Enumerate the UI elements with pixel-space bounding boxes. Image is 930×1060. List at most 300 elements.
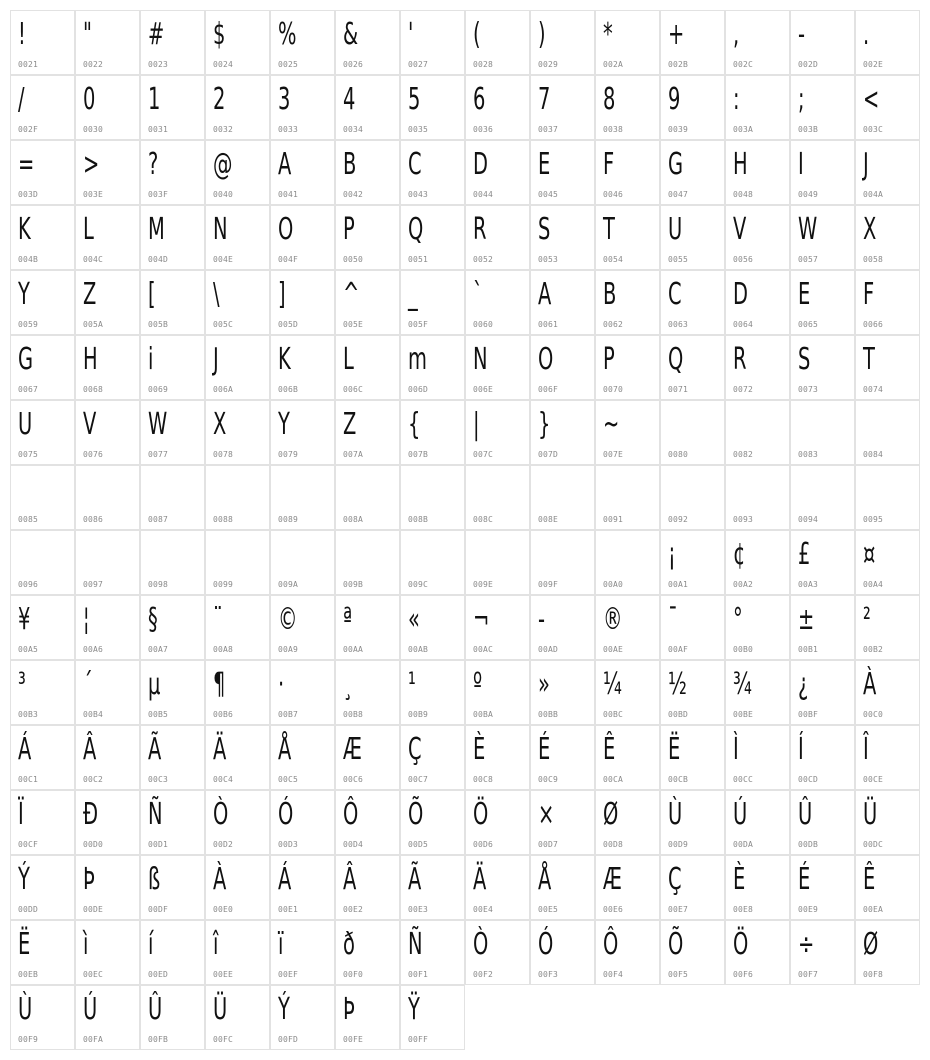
glyph-cell[interactable] [400, 660, 465, 725]
glyph-cell[interactable] [400, 920, 465, 985]
glyph-codepoint: 0038 [603, 125, 624, 134]
glyph-codepoint: 0043 [408, 190, 429, 199]
glyph-cell[interactable] [270, 400, 335, 465]
glyph-cell[interactable] [400, 465, 465, 530]
glyph-cell[interactable] [400, 335, 465, 400]
glyph-cell[interactable] [140, 335, 205, 400]
glyph-cell[interactable] [205, 270, 270, 335]
glyph-cell[interactable] [75, 530, 140, 595]
glyph-codepoint: 0092 [668, 515, 689, 524]
glyph-codepoint: 00F4 [603, 970, 624, 979]
glyph-cell[interactable] [595, 140, 660, 205]
glyph-cell[interactable] [855, 335, 920, 400]
glyph-cell[interactable] [10, 530, 75, 595]
glyph-cell[interactable] [465, 75, 530, 140]
glyph-cell[interactable] [140, 660, 205, 725]
glyph-cell[interactable] [140, 790, 205, 855]
glyph-cell[interactable] [10, 595, 75, 660]
glyph-cell[interactable] [790, 400, 855, 465]
glyph-cell[interactable] [530, 920, 595, 985]
glyph-preview: É [798, 862, 811, 897]
glyph-cell[interactable] [790, 725, 855, 790]
glyph-codepoint: 00E7 [668, 905, 689, 914]
glyph-cell[interactable] [855, 530, 920, 595]
glyph-cell[interactable] [725, 790, 790, 855]
glyph-codepoint: 0053 [538, 255, 559, 264]
glyph-codepoint: 003D [18, 190, 39, 199]
glyph-cell[interactable] [205, 530, 270, 595]
glyph-preview: ® [603, 602, 623, 637]
glyph-cell[interactable] [205, 10, 270, 75]
glyph-codepoint: 0036 [473, 125, 494, 134]
glyph-codepoint: 00F2 [473, 970, 494, 979]
glyph-preview: Ù [18, 992, 33, 1027]
glyph-cell[interactable] [335, 400, 400, 465]
glyph-cell[interactable] [790, 595, 855, 660]
glyph-cell[interactable] [400, 725, 465, 790]
glyph-preview: ¼ [603, 667, 622, 702]
glyph-cell[interactable] [595, 10, 660, 75]
glyph-cell[interactable] [335, 790, 400, 855]
glyph-cell[interactable] [725, 10, 790, 75]
glyph-cell[interactable] [140, 465, 205, 530]
glyph-cell[interactable] [10, 75, 75, 140]
glyph-cell[interactable] [595, 205, 660, 270]
glyph-cell[interactable] [725, 855, 790, 920]
glyph-codepoint: 0050 [343, 255, 364, 264]
glyph-codepoint: 009A [278, 580, 299, 589]
glyph-cell[interactable] [270, 465, 335, 530]
glyph-preview: Õ [668, 927, 684, 962]
glyph-preview: = [18, 147, 35, 182]
glyph-cell[interactable] [790, 790, 855, 855]
glyph-cell[interactable] [75, 920, 140, 985]
glyph-cell[interactable] [140, 920, 205, 985]
glyph-cell[interactable] [270, 75, 335, 140]
glyph-cell[interactable] [530, 790, 595, 855]
glyph-cell[interactable] [205, 595, 270, 660]
glyph-cell[interactable] [855, 725, 920, 790]
glyph-cell[interactable] [530, 855, 595, 920]
glyph-cell[interactable] [335, 465, 400, 530]
glyph-cell[interactable] [595, 75, 660, 140]
glyph-cell[interactable] [790, 465, 855, 530]
glyph-cell[interactable] [855, 920, 920, 985]
glyph-preview: ¿ [798, 667, 809, 702]
glyph-codepoint: 0076 [83, 450, 104, 459]
glyph-cell[interactable] [855, 270, 920, 335]
glyph-cell[interactable] [335, 530, 400, 595]
glyph-cell[interactable] [595, 595, 660, 660]
glyph-cell[interactable] [205, 465, 270, 530]
glyph-cell[interactable] [140, 10, 205, 75]
glyph-codepoint: 0082 [733, 450, 754, 459]
glyph-cell[interactable] [595, 270, 660, 335]
glyph-cell[interactable] [725, 465, 790, 530]
glyph-codepoint: 008C [473, 515, 494, 524]
glyph-codepoint: 00FC [213, 1035, 234, 1044]
glyph-cell[interactable] [660, 400, 725, 465]
glyph-cell[interactable] [10, 140, 75, 205]
glyph-cell[interactable] [75, 660, 140, 725]
glyph-cell[interactable] [335, 855, 400, 920]
glyph-cell[interactable] [140, 855, 205, 920]
glyph-cell[interactable] [530, 140, 595, 205]
glyph-cell[interactable] [335, 75, 400, 140]
glyph-codepoint: 00A3 [798, 580, 819, 589]
glyph-cell[interactable] [465, 530, 530, 595]
glyph-cell[interactable] [725, 335, 790, 400]
glyph-cell[interactable] [270, 205, 335, 270]
glyph-cell[interactable] [400, 530, 465, 595]
glyph-cell[interactable] [790, 920, 855, 985]
glyph-cell[interactable] [530, 530, 595, 595]
glyph-cell[interactable] [725, 595, 790, 660]
glyph-cell[interactable] [10, 465, 75, 530]
glyph-cell[interactable] [400, 595, 465, 660]
glyph-cell[interactable] [400, 205, 465, 270]
glyph-codepoint: 0028 [473, 60, 494, 69]
glyph-cell[interactable] [855, 855, 920, 920]
glyph-cell[interactable] [335, 595, 400, 660]
glyph-cell[interactable] [725, 660, 790, 725]
glyph-cell[interactable] [660, 140, 725, 205]
glyph-cell[interactable] [10, 660, 75, 725]
glyph-cell[interactable] [465, 205, 530, 270]
glyph-preview: Á [278, 862, 292, 897]
glyph-preview: Ã [148, 732, 162, 767]
glyph-cell[interactable] [530, 465, 595, 530]
glyph-cell[interactable] [140, 725, 205, 790]
glyph-cell[interactable] [790, 75, 855, 140]
glyph-cell[interactable] [205, 205, 270, 270]
glyph-cell[interactable] [10, 400, 75, 465]
glyph-codepoint: 006A [213, 385, 234, 394]
glyph-cell[interactable] [400, 790, 465, 855]
glyph-cell[interactable] [400, 400, 465, 465]
glyph-cell[interactable] [205, 140, 270, 205]
glyph-cell[interactable] [270, 595, 335, 660]
glyph-cell[interactable] [270, 10, 335, 75]
glyph-cell[interactable] [660, 335, 725, 400]
glyph-cell[interactable] [75, 855, 140, 920]
glyph-cell[interactable] [660, 790, 725, 855]
glyph-cell[interactable] [790, 335, 855, 400]
glyph-cell[interactable] [205, 920, 270, 985]
glyph-cell[interactable] [335, 140, 400, 205]
glyph-cell[interactable] [790, 660, 855, 725]
glyph-preview: Ö [733, 927, 749, 962]
glyph-cell[interactable] [10, 725, 75, 790]
glyph-cell[interactable] [530, 595, 595, 660]
glyph-cell[interactable] [270, 790, 335, 855]
glyph-cell[interactable] [75, 140, 140, 205]
glyph-cell[interactable] [10, 790, 75, 855]
glyph-codepoint: 0097 [83, 580, 104, 589]
glyph-cell[interactable] [75, 75, 140, 140]
glyph-cell[interactable] [595, 855, 660, 920]
glyph-cell[interactable] [335, 10, 400, 75]
glyph-preview: ´ [83, 667, 93, 702]
glyph-cell[interactable] [205, 985, 270, 1050]
glyph-cell[interactable] [660, 920, 725, 985]
glyph-cell[interactable] [75, 725, 140, 790]
glyph-cell[interactable] [335, 205, 400, 270]
glyph-cell[interactable] [660, 75, 725, 140]
glyph-preview: Q [668, 342, 684, 377]
glyph-cell[interactable] [75, 985, 140, 1050]
glyph-cell[interactable] [465, 270, 530, 335]
glyph-codepoint: 0033 [278, 125, 299, 134]
glyph-codepoint: 0070 [603, 385, 624, 394]
glyph-cell[interactable] [140, 595, 205, 660]
glyph-cell[interactable] [595, 660, 660, 725]
glyph-cell[interactable] [140, 985, 205, 1050]
glyph-cell[interactable] [205, 790, 270, 855]
glyph-cell[interactable] [465, 400, 530, 465]
glyph-preview: O [278, 212, 294, 247]
glyph-cell[interactable] [465, 725, 530, 790]
glyph-cell[interactable] [10, 10, 75, 75]
glyph-codepoint: 0095 [863, 515, 884, 524]
glyph-cell[interactable] [725, 400, 790, 465]
glyph-preview: Ñ [408, 927, 423, 962]
glyph-cell[interactable] [75, 595, 140, 660]
glyph-cell[interactable] [530, 400, 595, 465]
glyph-preview: V [733, 212, 747, 247]
glyph-codepoint: 00D7 [538, 840, 559, 849]
glyph-cell[interactable] [10, 205, 75, 270]
glyph-cell[interactable] [660, 855, 725, 920]
glyph-preview: \ [213, 277, 220, 312]
glyph-cell[interactable] [465, 790, 530, 855]
glyph-preview: - [538, 602, 546, 637]
glyph-codepoint: 0069 [148, 385, 169, 394]
glyph-cell[interactable] [10, 270, 75, 335]
glyph-cell[interactable] [205, 855, 270, 920]
glyph-codepoint: 00DB [798, 840, 819, 849]
glyph-cell[interactable] [335, 335, 400, 400]
glyph-cell[interactable] [595, 725, 660, 790]
glyph-cell[interactable] [205, 400, 270, 465]
glyph-cell[interactable] [595, 530, 660, 595]
glyph-cell[interactable] [335, 270, 400, 335]
glyph-cell[interactable] [660, 270, 725, 335]
glyph-cell[interactable] [400, 270, 465, 335]
glyph-cell[interactable] [400, 855, 465, 920]
glyph-cell[interactable] [660, 205, 725, 270]
glyph-cell[interactable] [725, 920, 790, 985]
glyph-cell[interactable] [660, 465, 725, 530]
glyph-codepoint: 0055 [668, 255, 689, 264]
glyph-cell[interactable] [660, 530, 725, 595]
glyph-codepoint: 0071 [668, 385, 689, 394]
glyph-cell[interactable] [530, 270, 595, 335]
glyph-codepoint: 004A [863, 190, 884, 199]
glyph-cell[interactable] [790, 270, 855, 335]
glyph-preview: Þ [83, 862, 95, 897]
glyph-preview: B [603, 277, 617, 312]
glyph-cell[interactable] [400, 10, 465, 75]
glyph-cell[interactable] [205, 725, 270, 790]
glyph-cell[interactable] [465, 465, 530, 530]
glyph-cell[interactable] [335, 920, 400, 985]
glyph-cell[interactable] [75, 335, 140, 400]
glyph-preview: Ô [343, 797, 359, 832]
glyph-cell[interactable] [855, 465, 920, 530]
glyph-cell[interactable] [270, 920, 335, 985]
glyph-preview: ± [798, 602, 815, 637]
glyph-cell[interactable] [595, 920, 660, 985]
glyph-cell[interactable] [140, 75, 205, 140]
glyph-cell[interactable] [140, 530, 205, 595]
glyph-codepoint: 0042 [343, 190, 364, 199]
glyph-cell[interactable] [725, 530, 790, 595]
glyph-cell[interactable] [75, 10, 140, 75]
glyph-cell[interactable] [10, 920, 75, 985]
glyph-cell[interactable] [10, 985, 75, 1050]
glyph-cell[interactable] [725, 205, 790, 270]
glyph-cell[interactable] [270, 140, 335, 205]
glyph-cell[interactable] [270, 270, 335, 335]
glyph-preview: ß [148, 862, 161, 897]
glyph-cell[interactable] [465, 595, 530, 660]
glyph-cell[interactable] [855, 595, 920, 660]
glyph-preview: Q [408, 212, 424, 247]
glyph-cell[interactable] [790, 140, 855, 205]
glyph-codepoint: 0059 [18, 320, 39, 329]
glyph-cell[interactable] [530, 205, 595, 270]
glyph-cell[interactable] [75, 205, 140, 270]
glyph-cell[interactable] [335, 725, 400, 790]
glyph-cell[interactable] [75, 270, 140, 335]
glyph-preview: ¢ [733, 537, 746, 572]
glyph-codepoint: 006D [408, 385, 429, 394]
glyph-codepoint: 00FA [83, 1035, 104, 1044]
glyph-cell[interactable] [790, 530, 855, 595]
glyph-cell[interactable] [465, 855, 530, 920]
glyph-codepoint: 0047 [668, 190, 689, 199]
glyph-codepoint: 00ED [148, 970, 169, 979]
glyph-codepoint: 00C4 [213, 775, 234, 784]
glyph-cell[interactable] [790, 10, 855, 75]
glyph-cell[interactable] [595, 790, 660, 855]
glyph-cell[interactable] [725, 75, 790, 140]
glyph-cell[interactable] [270, 530, 335, 595]
glyph-codepoint: 003E [83, 190, 104, 199]
glyph-cell[interactable] [725, 140, 790, 205]
glyph-preview: ` [473, 277, 483, 312]
glyph-cell[interactable] [855, 205, 920, 270]
glyph-cell[interactable] [595, 465, 660, 530]
glyph-codepoint: 00E4 [473, 905, 494, 914]
glyph-cell[interactable] [595, 400, 660, 465]
glyph-cell[interactable] [140, 400, 205, 465]
glyph-cell[interactable] [855, 660, 920, 725]
glyph-codepoint: 00F6 [733, 970, 754, 979]
glyph-cell[interactable] [10, 335, 75, 400]
glyph-codepoint: 0079 [278, 450, 299, 459]
glyph-cell[interactable] [400, 985, 465, 1050]
glyph-cell[interactable] [75, 400, 140, 465]
glyph-codepoint: 00C7 [408, 775, 429, 784]
glyph-cell[interactable] [205, 335, 270, 400]
glyph-cell[interactable] [335, 985, 400, 1050]
glyph-cell[interactable] [205, 660, 270, 725]
glyph-cell[interactable] [725, 270, 790, 335]
glyph-cell[interactable] [855, 400, 920, 465]
glyph-cell[interactable] [530, 335, 595, 400]
glyph-codepoint: 00EB [18, 970, 39, 979]
glyph-cell[interactable] [270, 335, 335, 400]
glyph-cell[interactable] [270, 725, 335, 790]
glyph-cell[interactable] [335, 660, 400, 725]
glyph-codepoint: 0080 [668, 450, 689, 459]
glyph-cell[interactable] [855, 790, 920, 855]
glyph-codepoint: 0045 [538, 190, 559, 199]
glyph-codepoint: 00DD [18, 905, 39, 914]
glyph-cell[interactable] [725, 725, 790, 790]
glyph-codepoint: 00FD [278, 1035, 299, 1044]
glyph-cell[interactable] [790, 205, 855, 270]
glyph-preview: ¸ [343, 667, 353, 702]
glyph-cell[interactable] [75, 790, 140, 855]
glyph-preview: 7 [538, 82, 551, 117]
glyph-cell[interactable] [400, 140, 465, 205]
glyph-cell[interactable] [530, 660, 595, 725]
glyph-cell[interactable] [205, 75, 270, 140]
glyph-cell[interactable] [10, 855, 75, 920]
glyph-preview: Ý [278, 992, 290, 1027]
glyph-cell[interactable] [660, 595, 725, 660]
glyph-preview: Û [798, 797, 813, 832]
glyph-cell[interactable] [660, 10, 725, 75]
glyph-cell[interactable] [465, 335, 530, 400]
glyph-cell[interactable] [530, 725, 595, 790]
glyph-codepoint: 00EA [863, 905, 884, 914]
glyph-codepoint: 0024 [213, 60, 234, 69]
glyph-cell[interactable] [140, 205, 205, 270]
glyph-cell[interactable] [660, 660, 725, 725]
glyph-preview: Ó [278, 797, 294, 832]
glyph-cell[interactable] [465, 140, 530, 205]
glyph-cell[interactable] [75, 465, 140, 530]
glyph-cell[interactable] [855, 75, 920, 140]
glyph-cell[interactable] [595, 335, 660, 400]
glyph-cell[interactable] [465, 660, 530, 725]
glyph-codepoint: 0057 [798, 255, 819, 264]
glyph-cell[interactable] [855, 140, 920, 205]
glyph-cell[interactable] [465, 920, 530, 985]
glyph-cell[interactable] [790, 855, 855, 920]
glyph-codepoint: 00CF [18, 840, 39, 849]
glyph-codepoint: 0067 [18, 385, 39, 394]
glyph-cell[interactable] [270, 985, 335, 1050]
glyph-cell[interactable] [660, 725, 725, 790]
glyph-cell[interactable] [530, 75, 595, 140]
glyph-preview: ¥ [18, 602, 31, 637]
glyph-codepoint: 00D3 [278, 840, 299, 849]
glyph-cell[interactable] [270, 855, 335, 920]
glyph-cell[interactable] [140, 140, 205, 205]
glyph-cell[interactable] [465, 10, 530, 75]
glyph-cell[interactable] [140, 270, 205, 335]
glyph-cell[interactable] [855, 10, 920, 75]
glyph-codepoint: 0065 [798, 320, 819, 329]
glyph-cell[interactable] [400, 75, 465, 140]
glyph-cell[interactable] [530, 10, 595, 75]
glyph-cell[interactable] [270, 660, 335, 725]
